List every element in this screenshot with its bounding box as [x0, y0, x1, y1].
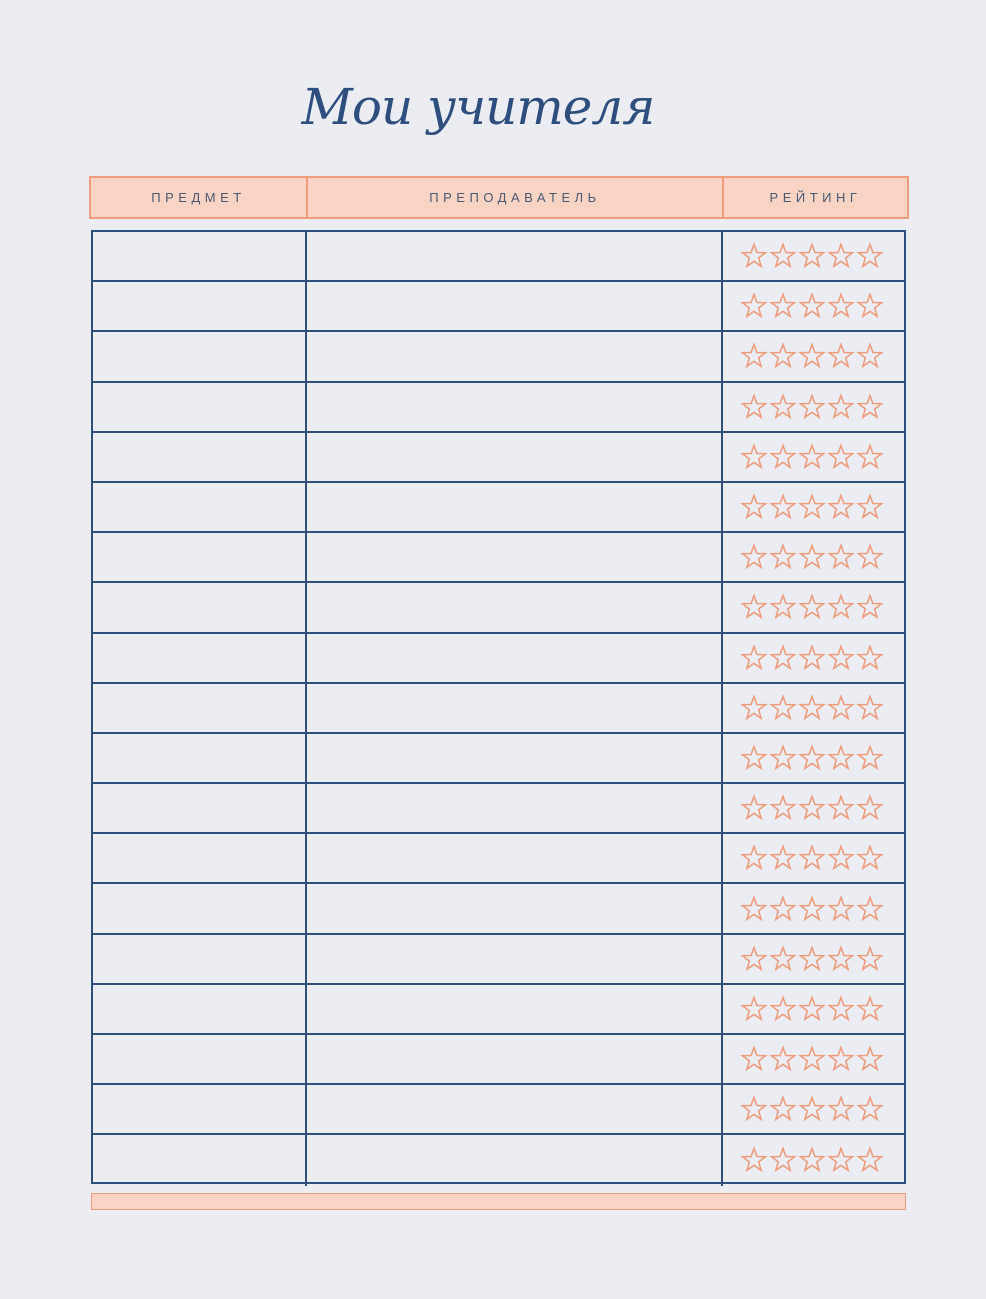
- star-outline-icon[interactable]: [769, 794, 797, 822]
- star-outline-icon[interactable]: [798, 995, 826, 1023]
- star-outline-icon[interactable]: [856, 342, 884, 370]
- rating-cell: [723, 684, 904, 732]
- star-outline-icon[interactable]: [740, 744, 768, 772]
- rating-cell: [723, 985, 904, 1033]
- subject-cell[interactable]: [93, 332, 307, 380]
- star-outline-icon[interactable]: [827, 593, 855, 621]
- table-row: [93, 332, 904, 382]
- star-outline-icon[interactable]: [827, 292, 855, 320]
- star-outline-icon[interactable]: [798, 794, 826, 822]
- rating-cell: [723, 1135, 904, 1185]
- star-outline-icon[interactable]: [769, 593, 797, 621]
- subject-cell[interactable]: [93, 634, 307, 682]
- rating-cell: [723, 1035, 904, 1083]
- table-row: [93, 383, 904, 433]
- table-row: [93, 232, 904, 282]
- star-outline-icon[interactable]: [856, 242, 884, 270]
- star-outline-icon[interactable]: [740, 995, 768, 1023]
- star-outline-icon[interactable]: [740, 593, 768, 621]
- subject-cell[interactable]: [93, 483, 307, 531]
- teacher-cell[interactable]: [307, 1135, 723, 1185]
- table-row: [93, 935, 904, 985]
- star-outline-icon[interactable]: [769, 1095, 797, 1123]
- star-outline-icon[interactable]: [769, 844, 797, 872]
- star-outline-icon[interactable]: [769, 895, 797, 923]
- teacher-cell[interactable]: [307, 935, 723, 983]
- subject-cell[interactable]: [93, 834, 307, 882]
- subject-cell[interactable]: [93, 784, 307, 832]
- rating-cell: [723, 834, 904, 882]
- teacher-cell[interactable]: [307, 332, 723, 380]
- teacher-cell[interactable]: [307, 784, 723, 832]
- star-outline-icon[interactable]: [740, 393, 768, 421]
- teacher-cell[interactable]: [307, 583, 723, 631]
- star-outline-icon[interactable]: [769, 342, 797, 370]
- star-outline-icon[interactable]: [740, 1095, 768, 1123]
- teacher-cell[interactable]: [307, 232, 723, 280]
- subject-cell[interactable]: [93, 985, 307, 1033]
- star-outline-icon[interactable]: [769, 242, 797, 270]
- teacher-cell[interactable]: [307, 533, 723, 581]
- star-outline-icon[interactable]: [798, 1045, 826, 1073]
- teacher-cell[interactable]: [307, 282, 723, 330]
- star-outline-icon[interactable]: [769, 1146, 797, 1174]
- subject-cell[interactable]: [93, 1035, 307, 1083]
- star-outline-icon[interactable]: [827, 995, 855, 1023]
- star-outline-icon[interactable]: [827, 844, 855, 872]
- star-outline-icon[interactable]: [798, 242, 826, 270]
- rating-cell: [723, 232, 904, 280]
- star-outline-icon[interactable]: [798, 493, 826, 521]
- rating-cell: [723, 634, 904, 682]
- star-outline-icon[interactable]: [740, 493, 768, 521]
- star-outline-icon[interactable]: [856, 995, 884, 1023]
- star-outline-icon[interactable]: [827, 342, 855, 370]
- star-outline-icon[interactable]: [827, 945, 855, 973]
- star-outline-icon[interactable]: [740, 543, 768, 571]
- subject-cell[interactable]: [93, 533, 307, 581]
- star-outline-icon[interactable]: [827, 1095, 855, 1123]
- table-row: [93, 1085, 904, 1135]
- table-header: [89, 176, 909, 219]
- star-outline-icon[interactable]: [740, 242, 768, 270]
- star-outline-icon[interactable]: [827, 493, 855, 521]
- star-outline-icon[interactable]: [856, 593, 884, 621]
- rating-cell: [723, 784, 904, 832]
- star-outline-icon[interactable]: [769, 995, 797, 1023]
- subject-cell[interactable]: [93, 935, 307, 983]
- star-outline-icon[interactable]: [827, 794, 855, 822]
- subject-cell[interactable]: [93, 282, 307, 330]
- star-outline-icon[interactable]: [856, 694, 884, 722]
- star-outline-icon[interactable]: [856, 543, 884, 571]
- rating-cell: [723, 1085, 904, 1133]
- star-outline-icon[interactable]: [798, 443, 826, 471]
- table-row: [93, 1035, 904, 1085]
- subject-cell[interactable]: [93, 433, 307, 481]
- star-outline-icon[interactable]: [856, 393, 884, 421]
- table-row: [93, 734, 904, 784]
- teacher-cell[interactable]: [307, 884, 723, 932]
- star-outline-icon[interactable]: [769, 493, 797, 521]
- star-outline-icon[interactable]: [856, 493, 884, 521]
- table-row: [93, 884, 904, 934]
- teacher-cell[interactable]: [307, 1085, 723, 1133]
- star-outline-icon[interactable]: [856, 844, 884, 872]
- star-outline-icon[interactable]: [798, 644, 826, 672]
- page-title: Мои учителя: [301, 78, 655, 136]
- table-row: [93, 533, 904, 583]
- star-outline-icon[interactable]: [798, 844, 826, 872]
- star-outline-icon[interactable]: [769, 292, 797, 320]
- star-outline-icon[interactable]: [827, 744, 855, 772]
- star-outline-icon[interactable]: [856, 794, 884, 822]
- rating-cell: [723, 734, 904, 782]
- star-outline-icon[interactable]: [856, 895, 884, 923]
- star-outline-icon[interactable]: [769, 1045, 797, 1073]
- star-outline-icon[interactable]: [827, 242, 855, 270]
- rating-cell: [723, 332, 904, 380]
- star-outline-icon[interactable]: [740, 644, 768, 672]
- subject-cell[interactable]: [93, 583, 307, 631]
- star-outline-icon[interactable]: [856, 1095, 884, 1123]
- star-outline-icon[interactable]: [740, 292, 768, 320]
- star-outline-icon[interactable]: [740, 895, 768, 923]
- star-outline-icon[interactable]: [856, 1146, 884, 1174]
- star-outline-icon[interactable]: [740, 1045, 768, 1073]
- star-outline-icon[interactable]: [769, 694, 797, 722]
- table-row: [93, 433, 904, 483]
- subject-cell[interactable]: [93, 884, 307, 932]
- header-rating: РЕЙТИНГ: [722, 178, 907, 217]
- star-outline-icon[interactable]: [798, 895, 826, 923]
- rating-cell: [723, 935, 904, 983]
- star-outline-icon[interactable]: [769, 443, 797, 471]
- star-outline-icon[interactable]: [827, 543, 855, 571]
- star-outline-icon[interactable]: [856, 443, 884, 471]
- header-subject: ПРЕДМЕТ: [151, 190, 246, 205]
- star-outline-icon[interactable]: [827, 443, 855, 471]
- star-outline-icon[interactable]: [798, 593, 826, 621]
- teacher-cell[interactable]: [307, 383, 723, 431]
- teacher-cell[interactable]: [307, 985, 723, 1033]
- star-outline-icon[interactable]: [769, 945, 797, 973]
- star-outline-icon[interactable]: [769, 644, 797, 672]
- rating-cell: [723, 583, 904, 631]
- subject-cell[interactable]: [93, 734, 307, 782]
- star-outline-icon[interactable]: [856, 644, 884, 672]
- star-outline-icon[interactable]: [798, 292, 826, 320]
- teacher-cell[interactable]: [307, 634, 723, 682]
- table-row: [93, 282, 904, 332]
- teacher-cell[interactable]: [307, 1035, 723, 1083]
- star-outline-icon[interactable]: [856, 292, 884, 320]
- star-outline-icon[interactable]: [769, 543, 797, 571]
- star-outline-icon[interactable]: [798, 744, 826, 772]
- footer-bar: [91, 1193, 906, 1210]
- subject-cell[interactable]: [93, 1135, 307, 1185]
- table-row: [93, 784, 904, 834]
- star-outline-icon[interactable]: [740, 443, 768, 471]
- table-row: [93, 834, 904, 884]
- star-outline-icon[interactable]: [827, 644, 855, 672]
- teacher-cell[interactable]: [307, 483, 723, 531]
- rating-cell: [723, 282, 904, 330]
- teacher-cell[interactable]: [307, 684, 723, 732]
- table-row: [93, 483, 904, 533]
- star-outline-icon[interactable]: [740, 945, 768, 973]
- star-outline-icon[interactable]: [827, 1146, 855, 1174]
- header-teacher: ПРЕПОДАВАТЕЛЬ: [306, 178, 722, 217]
- star-outline-icon[interactable]: [827, 1045, 855, 1073]
- rating-cell: [723, 483, 904, 531]
- teacher-cell[interactable]: [307, 433, 723, 481]
- subject-cell[interactable]: [93, 1085, 307, 1133]
- star-outline-icon[interactable]: [798, 393, 826, 421]
- star-outline-icon[interactable]: [856, 744, 884, 772]
- star-outline-icon[interactable]: [798, 945, 826, 973]
- table-row: [93, 634, 904, 684]
- star-outline-icon[interactable]: [740, 1146, 768, 1174]
- star-outline-icon[interactable]: [798, 543, 826, 571]
- teacher-cell[interactable]: [307, 834, 723, 882]
- subject-cell[interactable]: [93, 383, 307, 431]
- star-outline-icon[interactable]: [856, 945, 884, 973]
- star-outline-icon[interactable]: [740, 342, 768, 370]
- table-row: [93, 684, 904, 734]
- star-outline-icon[interactable]: [740, 694, 768, 722]
- star-outline-icon[interactable]: [798, 342, 826, 370]
- star-outline-icon[interactable]: [769, 744, 797, 772]
- star-outline-icon[interactable]: [798, 694, 826, 722]
- star-outline-icon[interactable]: [827, 393, 855, 421]
- star-outline-icon[interactable]: [769, 393, 797, 421]
- star-outline-icon[interactable]: [856, 1045, 884, 1073]
- star-outline-icon[interactable]: [827, 694, 855, 722]
- subject-cell[interactable]: [93, 684, 307, 732]
- star-outline-icon[interactable]: [740, 844, 768, 872]
- table-row: [93, 1135, 904, 1185]
- teacher-table: [91, 230, 906, 1184]
- rating-cell: [723, 533, 904, 581]
- star-outline-icon[interactable]: [798, 1146, 826, 1174]
- rating-cell: [723, 884, 904, 932]
- star-outline-icon[interactable]: [827, 895, 855, 923]
- table-row: [93, 583, 904, 633]
- star-outline-icon[interactable]: [798, 1095, 826, 1123]
- rating-cell: [723, 383, 904, 431]
- subject-cell[interactable]: [93, 232, 307, 280]
- rating-cell: [723, 433, 904, 481]
- star-outline-icon[interactable]: [740, 794, 768, 822]
- table-row: [93, 985, 904, 1035]
- teacher-cell[interactable]: [307, 734, 723, 782]
